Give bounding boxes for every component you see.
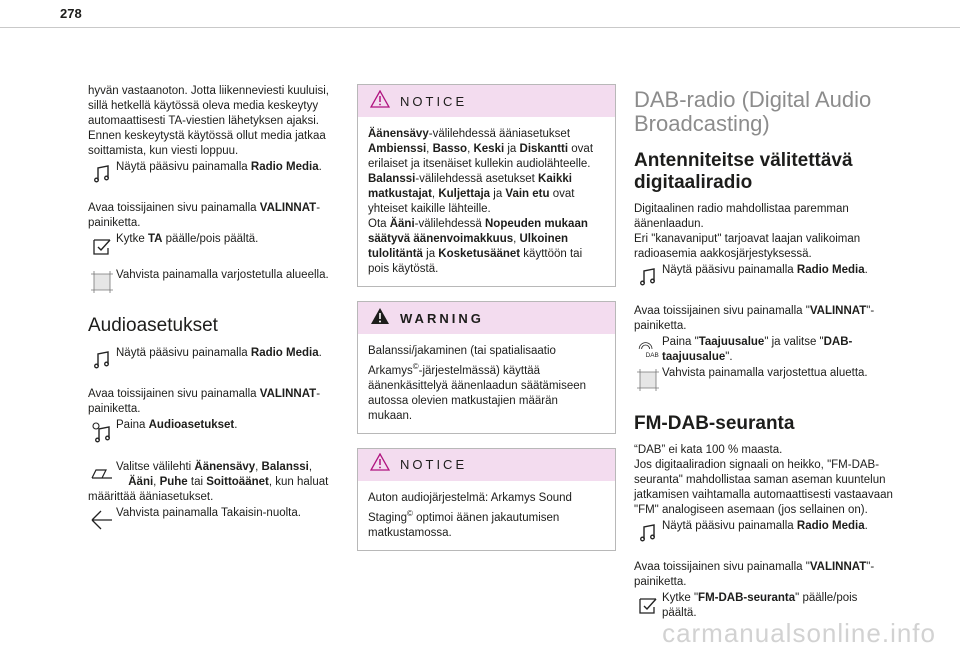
dab-sub-heading: Antenniteitse välitettävä digitaaliradio bbox=[634, 150, 853, 193]
audio-radio-step: Näytä pääsivu painamalla Radio Media. bbox=[88, 345, 340, 375]
notice-1-text: Äänensävy-välilehdessä ääniasetukset Ambienssi, Basso, Keski ja Diskantti ovat erilaiset ja itsenäiset kullekin audiolähteelle. Balanssi-välilehdessä asetukset Kaikki matkustajat, Kuljettaja ja Vain etu ovat yhteiset kaikille lähteille. Ota Ääni-välilehdessä Nopeuden mukaan säätyvä äänenvoimakkuus, Ulkoinen tulolitäntä ja Kosketusäänet käyttöön tai pois käytöstä. bbox=[368, 128, 594, 275]
audio-press-step: Paina Audioasetukset. bbox=[88, 417, 340, 447]
dab-radio-step: Näytä pääsivu painamalla Radio Media. bbox=[634, 262, 894, 292]
shaded-grid-icon bbox=[634, 365, 662, 395]
music-note-icon bbox=[634, 262, 662, 292]
column-3 bbox=[634, 86, 894, 621]
svg-text:DAB: DAB bbox=[645, 352, 659, 359]
warning-triangle-icon bbox=[370, 90, 390, 113]
fm-dab-text-2: Jos digitaaliradion signaali on heikko, "FM-DAB-seuranta" mahdollistaa saman aseman kuuntelun jatkamisen vaihtamalla automaattisesti vastaavaan "FM" analogiseen asemaan (jos sellainen on). bbox=[634, 459, 893, 516]
dab-confirm-step: Vahvista painamalla varjostettua aluetta. bbox=[634, 365, 894, 395]
fm-dab-text-1: “DAB” ei kata 100 % maasta. bbox=[634, 444, 783, 456]
music-settings-icon bbox=[88, 417, 116, 447]
dab-main-heading: DAB-radio (Digital Audio Broadcasting) bbox=[634, 87, 872, 136]
confirm-step: Vahvista painamalla varjostetulla alueella. bbox=[88, 267, 340, 297]
checkbox-icon bbox=[634, 590, 662, 620]
back-step: Vahvista painamalla Takaisin-nuolta. bbox=[88, 505, 340, 535]
notice-box-1 bbox=[357, 84, 616, 287]
notice-box-2 bbox=[357, 448, 616, 551]
back-arrow-icon bbox=[88, 505, 116, 535]
dab-options-step: Avaa toissijainen sivu painamalla "VALINNAT"-painiketta. bbox=[634, 305, 875, 332]
warning-text: Balanssi/jakaminen (tai spatialisaatio Arkamys©-järjestelmässä) käyttää äänenkäsittelyä äänenlaadun säätämiseen autossa olevien matkustajien määrän mukaan. bbox=[368, 345, 587, 422]
page-number: 278 bbox=[60, 6, 82, 21]
ta-toggle-step: Kytke TA päälle/pois päältä. bbox=[88, 231, 340, 261]
fm-dab-options-step: Avaa toissijainen sivu painamalla "VALINNAT"-painiketta. bbox=[634, 561, 875, 588]
dab-icon bbox=[634, 334, 662, 364]
fm-dab-radio-step: Näytä pääsivu painamalla Radio Media. bbox=[634, 518, 894, 548]
warning-box bbox=[357, 301, 616, 434]
options-step: Avaa toissijainen sivu painamalla VALINNAT-painiketta. bbox=[88, 202, 321, 229]
music-note-icon bbox=[88, 345, 116, 375]
audio-options-step: Avaa toissijainen sivu painamalla VALINNAT-painiketta. bbox=[88, 388, 321, 415]
fm-dab-toggle-step: Kytke "FM-DAB-seuranta" päälle/pois päältä. bbox=[634, 590, 894, 621]
notice-2-text: Auton audiojärjestelmä: Arkamys Sound Staging© optimoi äänen jakautumisen matkustamossa. bbox=[368, 491, 572, 539]
column-2 bbox=[357, 84, 616, 565]
watermark: carmanualsonline.info bbox=[662, 618, 936, 648]
column-1: hyvän vastaanoton. Jotta liikenneviesti kuuluisi, sillä hetkellä käytössä oleva media keskeytyy automaattisesti TA-viestien lähetyksen ajaksi. Ennen keskeytystä käytössä ollut media jatkaa soittamista, kun viesti loppuu. Näytä pääsivu painamalla Radio Media. Avaa toissijainen sivu painamalla VALINNAT-painiketta. Kytke TA päälle/pois päältä. Vahvista painamalla varjostetulla alueella. Audioasetukset Näytä pääsivu painamalla Radio Media. Avaa toissijainen sivu painamalla VALINNAT-painiketta. Paina Audioasetukset. Valitse välilehti Äänensävy, Balanssi, Ääni, Puhe tai Soittoäänet, kun haluat määrittää ääniasetukset. Vahvista painamalla Takaisin-nuolta. bbox=[88, 84, 340, 535]
audio-tabs-step: Valitse välilehti Äänensävy, Balanssi, bbox=[88, 459, 340, 489]
warning-triangle-icon bbox=[370, 453, 390, 476]
radio-media-step: Näytä pääsivu painamalla Radio Media. bbox=[88, 159, 340, 189]
audio-settings-heading: Audioasetukset bbox=[88, 315, 218, 336]
dab-intro-2: Eri "kanavaniput" tarjoavat laajan valikoiman radioasemia aakkosjärjestyksessä. bbox=[634, 233, 861, 260]
fm-dab-heading: FM-DAB-seuranta bbox=[634, 413, 795, 434]
warning-label: WARNING bbox=[400, 310, 484, 326]
dab-band-step: DAB Paina "Taajuusalue" ja valitse "DAB-taajuusalue". bbox=[634, 334, 894, 365]
dab-intro: Digitaalinen radio mahdollistaa paremman äänenlaadun. bbox=[634, 203, 849, 230]
checkbox-icon bbox=[88, 231, 116, 261]
ta-intro-text: hyvän vastaanoton. Jotta liikenneviesti kuuluisi, sillä hetkellä käytössä oleva media keskeytyy automaattisesti TA-viestien lähetyksen ajaksi. Ennen keskeytystä käytössä ollut media jatkaa soittamista, kun viesti loppuu. bbox=[88, 85, 330, 157]
header-divider bbox=[0, 27, 960, 28]
notice-label: NOTICE bbox=[400, 93, 468, 109]
music-note-icon bbox=[88, 159, 116, 189]
shaded-grid-icon bbox=[88, 267, 116, 297]
music-note-icon bbox=[634, 518, 662, 548]
notice-label: NOTICE bbox=[400, 457, 468, 473]
warning-triangle-icon bbox=[370, 307, 390, 330]
